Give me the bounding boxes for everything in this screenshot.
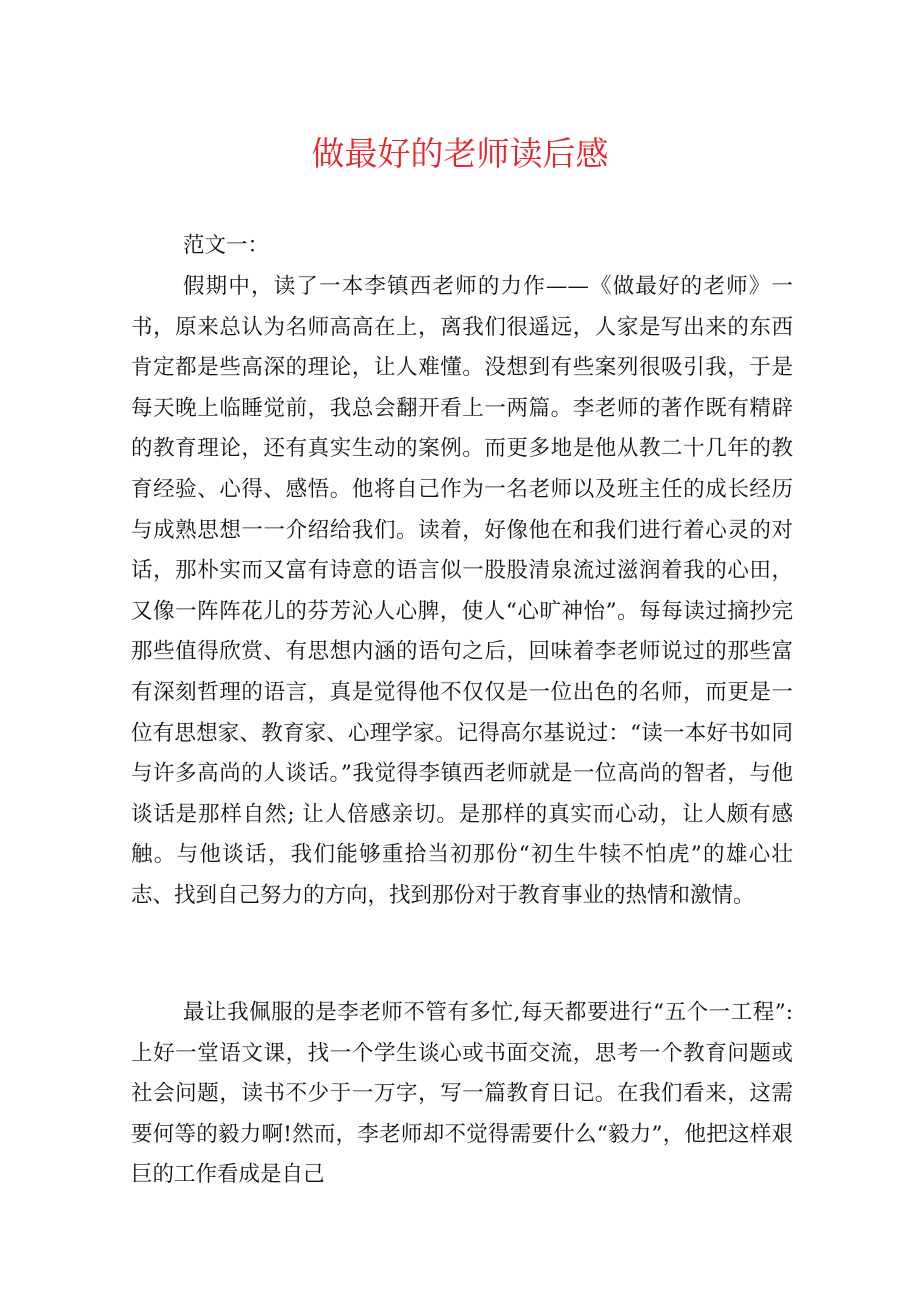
paragraph-1-text: 假期中，读了一本李镇西老师的力作——《做最好的老师》一书，原来总认为名师高高在上，离我们很遥远，人家是写出来的东西肯定都是些高深的理论，让人难懂。没想到有些案列很吸引我，于是每天晚上临睡觉前，我总会翻开看上一两篇。李老师的著作既有精辟的教育理论，还有真实生动的案例。而更多地是他从教二十几年的教育经验、心得、感悟。他将自己作为一名老师以及班主任的成长经历与成熟思想一一介绍给我们。读着，好像他在和我们进行着心灵的对话，那朴实而又富有诗意的语言似一股股清泉流过滋润着我的心田，又像一阵阵花儿的芬芳沁人心脾，使人“心旷神怡”。每每读过摘抄完那些值得欣赏、有思想内涵的语句之后，回味着李老师说过的那些富有深刻哲理的语言，真是觉得他不仅仅是一位出色的名师，而更是一位有思想家、教育家、心理学家。记得高尔基说过：“读一本好书如同与许多高尚的人谈话。”我觉得李镇西老师就是一位高尚的智者，与他谈话是那样自然; 让人倍感亲切。是那样的真实而心动，让人颇有感触。与他谈话，我们能够重拾当初那份“初生牛犊不怕虎”的雄心壮志、找到自己努力的方向，找到那份对于教育事业的热情和激情。: [131, 274, 793, 908]
document-title: 做最好的老师读后感: [311, 134, 609, 173]
section-label: 范文一：: [183, 233, 270, 258]
paragraph-2-text: 最让我佩服的是李老师不管有多忙,每天都要进行“五个一工程”:上好一堂语文课，找一个学生谈心或书面交流，思考一个教育问题或社会问题，读书不少于一万字，写一篇教育日记。在我们看来，这需要何等的毅力啊!然而，李老师却不觉得需要什么“毅力”，他把这样艰巨的工作看成是自己: [131, 1000, 793, 1188]
paragraph-1: [131, 267, 793, 917]
paragraph-2: [131, 993, 793, 1196]
